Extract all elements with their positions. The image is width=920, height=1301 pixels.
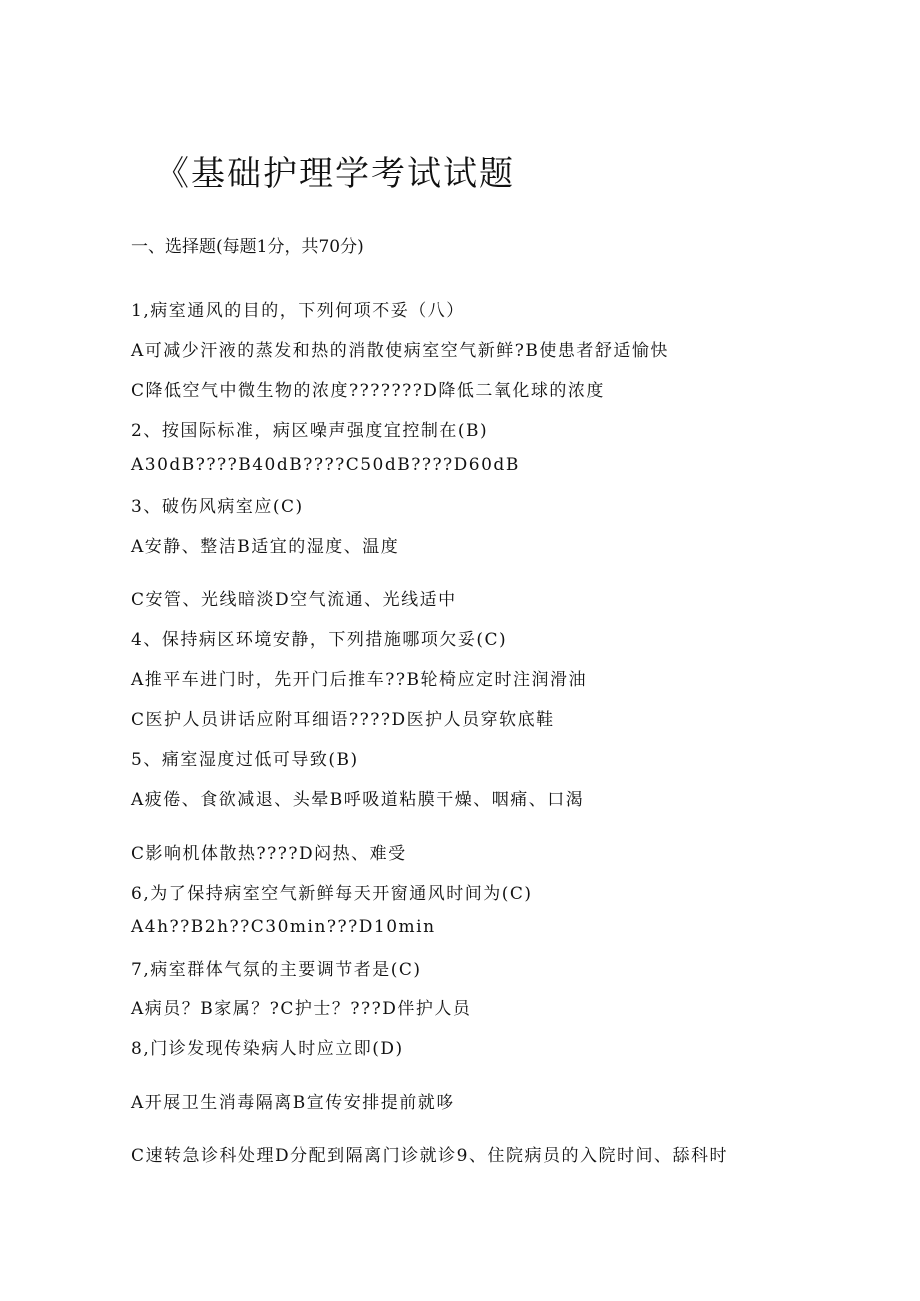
question-line: 1,病室通风的目的，下列何项不妥（八）: [131, 301, 465, 321]
section-heading: 一、选择题(每题1分，共70分): [131, 237, 364, 257]
question-line: A疲倦、食欲减退、头晕B呼吸道粘膜干燥、咽痛、口渴: [131, 790, 585, 810]
question-line: A可减少汗液的蒸发和热的消散使病室空气新鲜?B使患者舒适愉快: [131, 341, 669, 361]
question-line: A安静、整洁B适宜的湿度、温度: [131, 537, 400, 557]
question-line: A推平车进门时，先开门后推车??B轮椅应定时注润滑油: [131, 670, 587, 690]
question-line: 7,病室群体气氛的主要调节者是(C): [131, 960, 422, 980]
page-title: 《基础护理学考试试题: [155, 154, 515, 194]
question-line: 5、痛室湿度过低可导致(B): [131, 750, 359, 770]
question-line: C医护人员讲话应附耳细语????D医护人员穿软底鞋: [131, 710, 555, 730]
question-line: A病员？B家属？?C护士？???D伴护人员: [131, 999, 472, 1019]
question-line: A30dB????B40dB????C50dB????D60dB: [131, 455, 520, 475]
question-line: C安管、光线暗淡D空气流通、光线适中: [131, 590, 457, 610]
question-line: 8,门诊发现传染病人时应立即(D): [131, 1039, 404, 1059]
question-line: 6,为了保持病室空气新鲜每天开窗通风时间为(C): [131, 884, 533, 904]
question-line: A4h??B2h??C30min???D10min: [131, 917, 436, 937]
question-line: C速转急诊科处理D分配到隔离门诊就诊9、住院病员的入院时间、舔科时: [131, 1146, 728, 1166]
question-line: 4、保持病区环境安静，下列措施哪项欠妥(C): [131, 630, 508, 650]
question-line: C降低空气中微生物的浓度???????D降低二氧化球的浓度: [131, 381, 605, 401]
question-line: C影响机体散热????D闷热、难受: [131, 844, 407, 864]
question-line: 2、按国际标准，病区噪声强度宜控制在(B): [131, 421, 489, 441]
question-line: A开展卫生消毒隔离B宣传安排提前就哆: [131, 1093, 455, 1113]
question-line: 3、破伤风病室应(C): [131, 497, 304, 517]
